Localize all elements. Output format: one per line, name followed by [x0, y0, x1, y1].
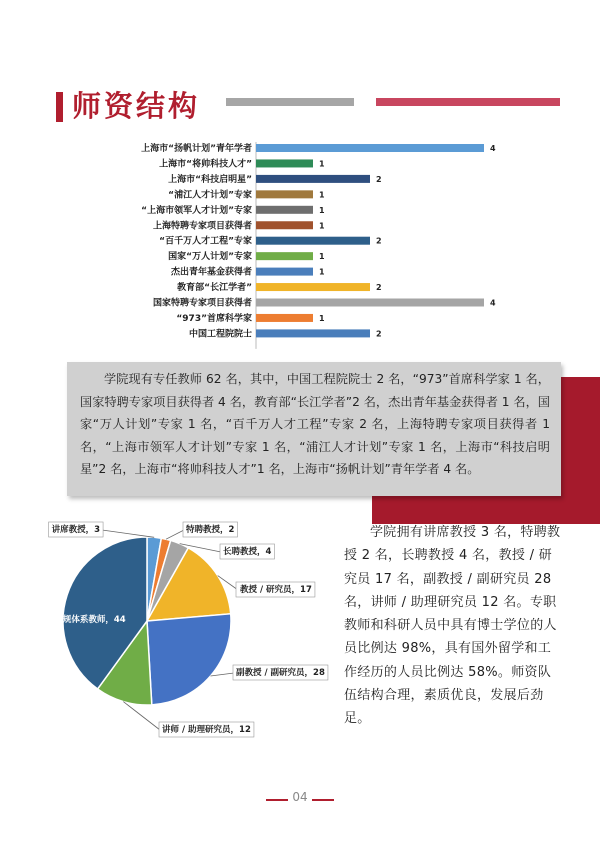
faculty-structure-text: 学院拥有讲席教授 3 名，特聘教授 2 名，长聘教授 4 名，教授 / 研究员 17 名，副教授 / 副研究员 28 名，讲师 / 助理研究员 12 名。专职教师和科研人员中具有博士学位的人员比例达 98%，具有国外留学和工作经历的人员比例达 58%。师资队伍结构合理，素质优良，发展后劲足。 [344, 525, 561, 727]
title-accent-bar [56, 92, 63, 122]
bar [256, 299, 484, 307]
bar [256, 159, 313, 167]
pie-slice-label [49, 522, 155, 537]
bar-category-label: 上海特聘专家项目获得者 [152, 221, 252, 232]
pie-leader-line [210, 673, 234, 676]
bar-value-label: 2 [376, 329, 382, 339]
header-decoration-gray [226, 98, 354, 106]
bar [256, 268, 313, 276]
pie-leader-line [166, 530, 184, 539]
pie-slice-label [166, 522, 237, 539]
bar [256, 252, 313, 260]
bar-value-label: 1 [319, 205, 325, 215]
pie-label-text: 特聘教授，2 [186, 525, 235, 535]
bar-category-label: “973”首席科学家 [176, 313, 252, 324]
bar-category-label: 上海市“将帅科技人才” [159, 159, 252, 170]
bar-category-label: 国家特聘专家项目获得者 [152, 298, 252, 309]
pie-label-text: 教授 / 研究员，17 [240, 585, 312, 595]
pie-leader-line [102, 530, 154, 537]
bar-category-label: “百千万人才工程”专家 [159, 236, 252, 247]
pie-leader-line [123, 702, 160, 730]
bar [256, 144, 484, 152]
bar [256, 329, 370, 337]
pie-slice-label [218, 576, 315, 597]
faculty-pie-chart [40, 515, 340, 745]
bar-value-label: 2 [376, 236, 382, 246]
page-number-line-right [312, 799, 334, 801]
header-decoration-red [376, 98, 560, 106]
bar [256, 175, 370, 183]
bar-value-label: 1 [319, 159, 325, 169]
pie-label-text: 讲师 / 助理研究员，12 [162, 725, 251, 735]
bar-value-label: 4 [490, 144, 496, 153]
page-title: 师资结构 [72, 89, 201, 123]
bar-value-label: 1 [319, 221, 325, 231]
pie-slice-label [210, 665, 327, 680]
bar-category-label: 教育部“长江学者” [177, 283, 252, 294]
faculty-summary-text: 学院现有专任教师 62 名，其中，中国工程院院士 2 名，“973”首席科学家 1 名，国家特聘专家项目获得者 4 名，教育部“长江学者”2 名，杰出青年基金获得者 1 名，国家“万人计划”专家 1 名，“百千万人才工程”专家 2 名，上海特聘专家项目获得者 1 名，“上海市领军人才计划”专家 1 名，“浦江人才计划”专家 1 名，上海市“科技启明星”2 名，上海市“将帅科技人才”1 名，上海市“扬帆计划”青年学者 4 名。 [80, 372, 550, 476]
bar [256, 206, 313, 214]
bar-category-label: 上海市“扬帆计划”青年学者 [141, 144, 252, 154]
page-number: 04 [292, 790, 308, 804]
bar-value-label: 2 [376, 283, 382, 293]
bar-value-label: 1 [319, 190, 325, 200]
bar-value-label: 1 [319, 267, 325, 277]
bar [256, 314, 313, 322]
bar-category-label: “浦江人才计划”专家 [168, 190, 252, 201]
bar-category-label: 国家“万人计划”专家 [168, 252, 252, 263]
bar-value-label: 1 [319, 252, 325, 262]
bar [256, 283, 370, 291]
pie-label-text: 长聘教授，4 [223, 547, 272, 557]
pie-inner-label: 常规体系教师，44 [54, 615, 126, 625]
bar-value-label: 1 [319, 313, 325, 323]
bar [256, 190, 313, 198]
pie-slice-label [123, 702, 254, 737]
bar-value-label: 2 [376, 174, 382, 184]
bar [256, 221, 313, 229]
bar-value-label: 4 [490, 298, 496, 308]
pie-label-text: 讲席教授，3 [51, 525, 100, 535]
bar-category-label: 杰出青年基金获得者 [170, 267, 252, 278]
talent-bar-chart [80, 140, 520, 352]
bar [256, 237, 370, 245]
pie-slice [147, 614, 231, 705]
bar-category-label: 中国工程院院士 [188, 329, 252, 340]
pie-label-text: 副教授 / 副研究员，28 [236, 668, 325, 678]
bar-category-label: 上海市“科技启明星” [168, 174, 252, 185]
bar-category-label: “上海市领军人才计划”专家 [141, 205, 252, 216]
